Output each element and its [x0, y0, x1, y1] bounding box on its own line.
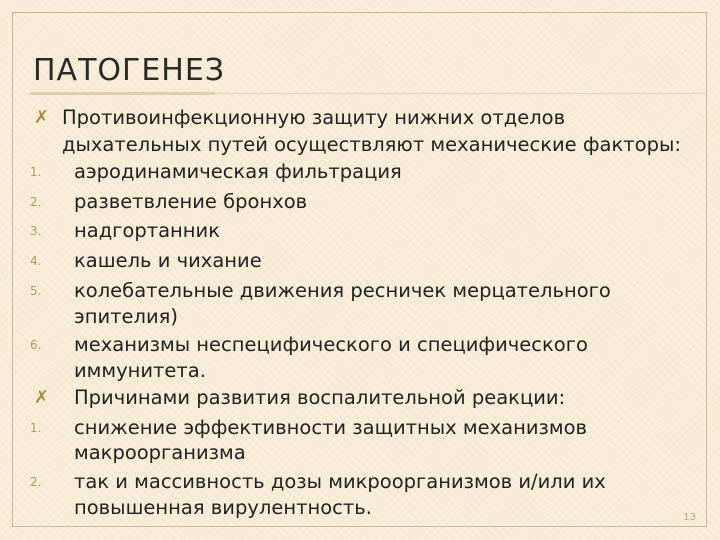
- list-number: 1.: [30, 165, 42, 179]
- page-title: ПАТОГЕНЕЗ: [33, 53, 226, 88]
- list-item-continuation: [0, 438, 720, 468]
- list-item-text: так и массивность дозы микроорганизмов и/или их: [74, 470, 606, 493]
- list-number: 5.: [30, 284, 42, 298]
- list-item-text: эпителия): [74, 305, 178, 328]
- list-number: 1.: [30, 421, 42, 435]
- list-item-continuation: [0, 493, 720, 523]
- list-item: [0, 383, 720, 413]
- list-item: [0, 157, 720, 187]
- list-item-text: аэродинамическая фильтрация: [74, 160, 402, 183]
- list-item: [0, 103, 720, 133]
- list-number: 3.: [30, 224, 42, 238]
- list-item-text: дыхательных путей осуществляют механические факторы:: [62, 133, 681, 156]
- list-number: 4.: [30, 254, 42, 268]
- list-item-continuation: [0, 356, 720, 386]
- list-item-text: макроорганизма: [74, 441, 246, 464]
- list-item: [0, 246, 720, 276]
- list-item-continuation: [0, 130, 720, 160]
- list-item-text: колебательные движения ресничек мерцательного: [74, 279, 611, 302]
- list-item-text: Причинами развития воспалительной реакции:: [74, 386, 566, 409]
- list-item-text: надгортанник: [74, 219, 220, 242]
- list-item-text: разветвление бронхов: [74, 190, 308, 213]
- list-item: [0, 216, 720, 246]
- list-item-text: снижение эффективности защитных механизмов: [74, 416, 588, 439]
- list-item-continuation: [0, 302, 720, 332]
- list-item-text: Противоинфекционную защиту нижних отделов: [62, 106, 566, 129]
- list-item-text: иммунитета.: [74, 359, 206, 382]
- list-number: 2.: [30, 475, 42, 489]
- list-item-text: повышенная вирулентность.: [74, 496, 372, 519]
- page-number: 13: [683, 512, 696, 523]
- x-bullet-icon: ✗: [34, 107, 50, 128]
- x-bullet-icon: ✗: [34, 387, 50, 408]
- list-item-text: кашель и чихание: [74, 249, 262, 272]
- list-item: [0, 187, 720, 217]
- list-item-text: механизмы неспецифического и специфического: [74, 333, 588, 356]
- list-number: 6.: [30, 338, 42, 352]
- list-number: 2.: [30, 195, 42, 209]
